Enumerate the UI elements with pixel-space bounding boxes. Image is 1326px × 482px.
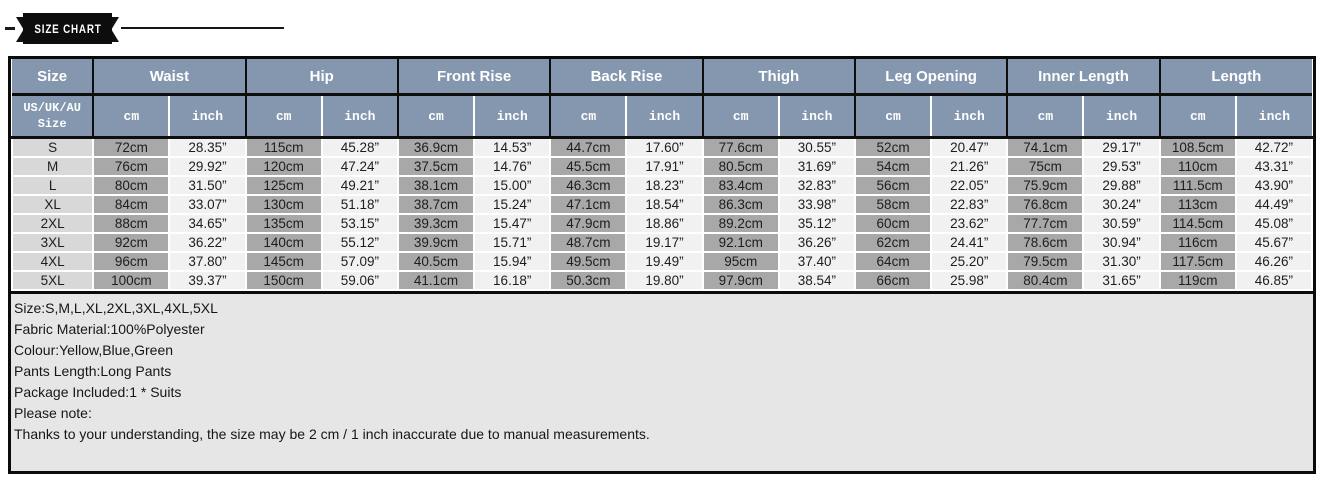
inch-value-cell: 25.98” xyxy=(931,271,1007,290)
cm-value-cell: 75cm xyxy=(1007,157,1083,176)
cm-value-cell: 83.4cm xyxy=(703,176,779,195)
size-cell: L xyxy=(12,176,93,195)
cm-value-cell: 76.8cm xyxy=(1007,195,1083,214)
cm-value-cell: 80.5cm xyxy=(703,157,779,176)
inch-value-cell: 35.12” xyxy=(779,214,855,233)
size-subheader: US/UK/AU Size xyxy=(12,95,93,138)
inch-value-cell: 22.83” xyxy=(931,195,1007,214)
inch-value-cell: 46.85” xyxy=(1236,271,1312,290)
inch-value-cell: 14.53” xyxy=(474,138,550,158)
inch-value-cell: 15.94” xyxy=(474,252,550,271)
inch-value-cell: 18.86” xyxy=(626,214,702,233)
cm-value-cell: 60cm xyxy=(855,214,931,233)
inch-value-cell: 31.50” xyxy=(169,176,245,195)
cm-value-cell: 135cm xyxy=(246,214,322,233)
inch-value-cell: 29.17” xyxy=(1083,138,1159,158)
col-group-inner-length: Inner Length xyxy=(1007,59,1159,95)
inch-value-cell: 46.26” xyxy=(1236,252,1312,271)
unit-header-cm: cm xyxy=(398,95,474,138)
inch-value-cell: 45.28” xyxy=(322,138,398,158)
cm-value-cell: 58cm xyxy=(855,195,931,214)
inch-value-cell: 17.91” xyxy=(626,157,702,176)
col-group-front-rise: Front Rise xyxy=(398,59,550,95)
inch-value-cell: 31.65” xyxy=(1083,271,1159,290)
cm-value-cell: 78.6cm xyxy=(1007,233,1083,252)
inch-value-cell: 45.08” xyxy=(1236,214,1312,233)
inch-value-cell: 28.35” xyxy=(169,138,245,158)
inch-value-cell: 37.80” xyxy=(169,252,245,271)
inch-value-cell: 30.94” xyxy=(1083,233,1159,252)
cm-value-cell: 100cm xyxy=(93,271,169,290)
cm-value-cell: 96cm xyxy=(93,252,169,271)
table-row xyxy=(12,271,1312,290)
cm-value-cell: 47.1cm xyxy=(550,195,626,214)
table-row xyxy=(12,157,1312,176)
col-group-hip: Hip xyxy=(246,59,398,95)
inch-value-cell: 19.49” xyxy=(626,252,702,271)
unit-header-inch: inch xyxy=(1083,95,1159,138)
table-unit-header-row xyxy=(12,95,1312,138)
inch-value-cell: 47.24” xyxy=(322,157,398,176)
cm-value-cell: 95cm xyxy=(703,252,779,271)
inch-value-cell: 37.40” xyxy=(779,252,855,271)
inch-value-cell: 29.88” xyxy=(1083,176,1159,195)
cm-value-cell: 39.9cm xyxy=(398,233,474,252)
unit-header-inch: inch xyxy=(779,95,855,138)
unit-header-inch: inch xyxy=(931,95,1007,138)
inch-value-cell: 29.92” xyxy=(169,157,245,176)
cm-value-cell: 44.7cm xyxy=(550,138,626,158)
col-group-waist: Waist xyxy=(93,59,245,95)
cm-value-cell: 38.1cm xyxy=(398,176,474,195)
cm-value-cell: 130cm xyxy=(246,195,322,214)
inch-value-cell: 42.72” xyxy=(1236,138,1312,158)
inch-value-cell: 57.09” xyxy=(322,252,398,271)
col-group-size: Size xyxy=(12,59,93,95)
inch-value-cell: 30.59” xyxy=(1083,214,1159,233)
cm-value-cell: 86.3cm xyxy=(703,195,779,214)
note-line: Thanks to your understanding, the size may be 2 cm / 1 inch inaccurate due to manual measurements. xyxy=(14,426,650,442)
cm-value-cell: 114.5cm xyxy=(1160,214,1236,233)
inch-value-cell: 39.37” xyxy=(169,271,245,290)
cm-value-cell: 79.5cm xyxy=(1007,252,1083,271)
table-row xyxy=(12,233,1312,252)
cm-value-cell: 72cm xyxy=(93,138,169,158)
inch-value-cell: 36.22” xyxy=(169,233,245,252)
unit-header-inch: inch xyxy=(322,95,398,138)
cm-value-cell: 92.1cm xyxy=(703,233,779,252)
size-cell: S xyxy=(12,138,93,158)
table-row xyxy=(12,252,1312,271)
inch-value-cell: 34.65” xyxy=(169,214,245,233)
unit-header-cm: cm xyxy=(550,95,626,138)
size-cell: M xyxy=(12,157,93,176)
note-line: Size:S,M,L,XL,2XL,3XL,4XL,5XL xyxy=(14,300,218,316)
inch-value-cell: 59.06” xyxy=(322,271,398,290)
inch-value-cell: 15.47” xyxy=(474,214,550,233)
cm-value-cell: 45.5cm xyxy=(550,157,626,176)
cm-value-cell: 117.5cm xyxy=(1160,252,1236,271)
cm-value-cell: 76cm xyxy=(93,157,169,176)
inch-value-cell: 33.98” xyxy=(779,195,855,214)
note-line: Fabric Material:100%Polyester xyxy=(14,321,205,337)
cm-value-cell: 145cm xyxy=(246,252,322,271)
inch-value-cell: 43.31” xyxy=(1236,157,1312,176)
table-row xyxy=(12,214,1312,233)
inch-value-cell: 51.18” xyxy=(322,195,398,214)
inch-value-cell: 55.12” xyxy=(322,233,398,252)
unit-header-cm: cm xyxy=(93,95,169,138)
inch-value-cell: 45.67” xyxy=(1236,233,1312,252)
cm-value-cell: 111.5cm xyxy=(1160,176,1236,195)
cm-value-cell: 75.9cm xyxy=(1007,176,1083,195)
cm-value-cell: 47.9cm xyxy=(550,214,626,233)
cm-value-cell: 80.4cm xyxy=(1007,271,1083,290)
cm-value-cell: 54cm xyxy=(855,157,931,176)
cm-value-cell: 140cm xyxy=(246,233,322,252)
cm-value-cell: 92cm xyxy=(93,233,169,252)
cm-value-cell: 88cm xyxy=(93,214,169,233)
unit-header-inch: inch xyxy=(1236,95,1312,138)
cm-value-cell: 39.3cm xyxy=(398,214,474,233)
inch-value-cell: 29.53” xyxy=(1083,157,1159,176)
inch-value-cell: 31.69” xyxy=(779,157,855,176)
inch-value-cell: 18.54” xyxy=(626,195,702,214)
cm-value-cell: 40.5cm xyxy=(398,252,474,271)
inch-value-cell: 53.15” xyxy=(322,214,398,233)
cm-value-cell: 89.2cm xyxy=(703,214,779,233)
inch-value-cell: 32.83” xyxy=(779,176,855,195)
size-table xyxy=(11,59,1313,291)
cm-value-cell: 46.3cm xyxy=(550,176,626,195)
unit-header-cm: cm xyxy=(855,95,931,138)
cm-value-cell: 64cm xyxy=(855,252,931,271)
cm-value-cell: 80cm xyxy=(93,176,169,195)
table-row xyxy=(12,195,1312,214)
cm-value-cell: 50.3cm xyxy=(550,271,626,290)
inch-value-cell: 23.62” xyxy=(931,214,1007,233)
inch-value-cell: 17.60” xyxy=(626,138,702,158)
cm-value-cell: 150cm xyxy=(246,271,322,290)
cm-value-cell: 113cm xyxy=(1160,195,1236,214)
cm-value-cell: 97.9cm xyxy=(703,271,779,290)
cm-value-cell: 108.5cm xyxy=(1160,138,1236,158)
inch-value-cell: 43.90” xyxy=(1236,176,1312,195)
cm-value-cell: 116cm xyxy=(1160,233,1236,252)
divider-line xyxy=(121,27,284,29)
inch-value-cell: 31.30” xyxy=(1083,252,1159,271)
cm-value-cell: 41.1cm xyxy=(398,271,474,290)
inch-value-cell: 15.71” xyxy=(474,233,550,252)
inch-value-cell: 30.24” xyxy=(1083,195,1159,214)
cm-value-cell: 77.6cm xyxy=(703,138,779,158)
notes-panel xyxy=(11,291,1313,471)
unit-header-inch: inch xyxy=(169,95,245,138)
inch-value-cell: 19.80” xyxy=(626,271,702,290)
cm-value-cell: 38.7cm xyxy=(398,195,474,214)
unit-header-cm: cm xyxy=(246,95,322,138)
cm-value-cell: 110cm xyxy=(1160,157,1236,176)
inch-value-cell: 38.54” xyxy=(779,271,855,290)
cm-value-cell: 84cm xyxy=(93,195,169,214)
inch-value-cell: 22.05” xyxy=(931,176,1007,195)
note-line: Please note: xyxy=(14,405,92,421)
cm-value-cell: 52cm xyxy=(855,138,931,158)
banner-title: SIZE CHART xyxy=(33,21,102,36)
unit-header-cm: cm xyxy=(1160,95,1236,138)
inch-value-cell: 33.07” xyxy=(169,195,245,214)
unit-header-cm: cm xyxy=(1007,95,1083,138)
table-group-header-row xyxy=(12,59,1312,95)
size-cell: XL xyxy=(12,195,93,214)
inch-value-cell: 15.00” xyxy=(474,176,550,195)
cm-value-cell: 77.7cm xyxy=(1007,214,1083,233)
col-group-length: Length xyxy=(1160,59,1312,95)
col-group-back-rise: Back Rise xyxy=(550,59,702,95)
note-line: Package Included:1 * Suits xyxy=(14,384,182,400)
cm-value-cell: 66cm xyxy=(855,271,931,290)
cm-value-cell: 56cm xyxy=(855,176,931,195)
table-row xyxy=(12,176,1312,195)
inch-value-cell: 19.17” xyxy=(626,233,702,252)
inch-value-cell: 24.41” xyxy=(931,233,1007,252)
cm-value-cell: 119cm xyxy=(1160,271,1236,290)
size-cell: 4XL xyxy=(12,252,93,271)
inch-value-cell: 16.18” xyxy=(474,271,550,290)
size-cell: 5XL xyxy=(12,271,93,290)
unit-header-inch: inch xyxy=(626,95,702,138)
inch-value-cell: 15.24” xyxy=(474,195,550,214)
inch-value-cell: 44.49” xyxy=(1236,195,1312,214)
cm-value-cell: 120cm xyxy=(246,157,322,176)
unit-header-inch: inch xyxy=(474,95,550,138)
inch-value-cell: 25.20” xyxy=(931,252,1007,271)
size-cell: 3XL xyxy=(12,233,93,252)
size-chart-sheet xyxy=(8,56,1316,474)
cm-value-cell: 62cm xyxy=(855,233,931,252)
inch-value-cell: 49.21” xyxy=(322,176,398,195)
cm-value-cell: 49.5cm xyxy=(550,252,626,271)
banner-ribbon xyxy=(23,13,112,44)
cm-value-cell: 37.5cm xyxy=(398,157,474,176)
col-group-leg-opening: Leg Opening xyxy=(855,59,1007,95)
unit-header-cm: cm xyxy=(703,95,779,138)
table-row xyxy=(12,138,1312,158)
inch-value-cell: 21.26” xyxy=(931,157,1007,176)
inch-value-cell: 36.26” xyxy=(779,233,855,252)
inch-value-cell: 18.23” xyxy=(626,176,702,195)
note-line: Pants Length:Long Pants xyxy=(14,363,172,379)
size-cell: 2XL xyxy=(12,214,93,233)
inch-value-cell: 14.76” xyxy=(474,157,550,176)
cm-value-cell: 48.7cm xyxy=(550,233,626,252)
inch-value-cell: 30.55” xyxy=(779,138,855,158)
dash-decoration xyxy=(5,27,15,30)
cm-value-cell: 125cm xyxy=(246,176,322,195)
note-line: Colour:Yellow,Blue,Green xyxy=(14,342,174,358)
inch-value-cell: 20.47” xyxy=(931,138,1007,158)
cm-value-cell: 36.9cm xyxy=(398,138,474,158)
col-group-thigh: Thigh xyxy=(703,59,855,95)
cm-value-cell: 74.1cm xyxy=(1007,138,1083,158)
cm-value-cell: 115cm xyxy=(246,138,322,158)
